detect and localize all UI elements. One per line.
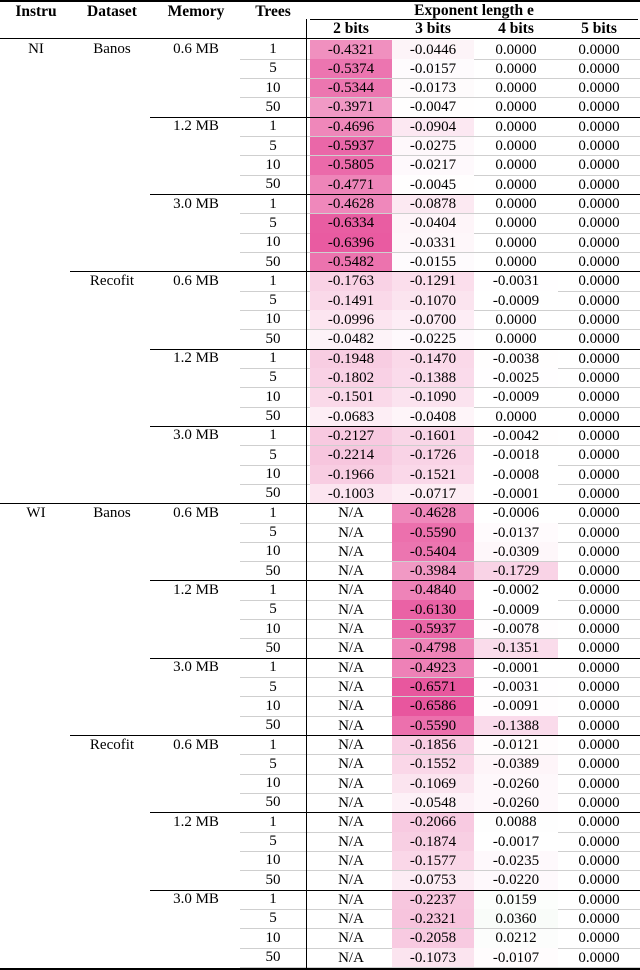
value-cell: 0.0000 <box>578 311 620 328</box>
group-rule <box>0 503 640 504</box>
value-cell: 0.0000 <box>578 640 620 657</box>
value-cell: 0.0000 <box>578 737 620 754</box>
value-cell: 0.0000 <box>578 138 620 155</box>
value-cell: 0.0000 <box>578 582 620 599</box>
value-cell: 0.0000 <box>495 60 537 77</box>
value-cell: -0.0018 <box>474 446 558 466</box>
value-cell: -0.1351 <box>474 639 558 659</box>
value-cell: -0.0878 <box>392 195 474 215</box>
value-cell: 0.0000 <box>495 99 537 116</box>
trees-cell: 50 <box>265 485 281 502</box>
value-cell: -0.5404 <box>392 542 474 562</box>
value-cell: -0.0904 <box>392 117 474 137</box>
memory-label: 0.6 MB <box>173 504 219 521</box>
trees-cell: 10 <box>265 311 281 328</box>
memory-label: 1.2 MB <box>173 350 219 367</box>
value-cell: -0.0009 <box>474 388 558 408</box>
value-cell: -0.0753 <box>392 871 474 891</box>
value-cell: -0.5590 <box>392 523 474 543</box>
memory-label: 3.0 MB <box>173 195 219 212</box>
instru-label: WI <box>26 504 46 521</box>
value-cell: 0.0000 <box>578 910 620 927</box>
value-cell: -0.0996 <box>310 310 392 330</box>
dataset-label: Recofit <box>89 736 135 753</box>
value-cell: 0.0000 <box>578 369 620 386</box>
trees-cell: 5 <box>269 910 277 927</box>
trees-cell: 5 <box>269 446 277 463</box>
dataset-rule <box>70 735 640 736</box>
value-cell: -0.0157 <box>392 59 474 79</box>
value-cell: -0.2066 <box>392 813 474 833</box>
value-cell: -0.5937 <box>310 137 392 157</box>
value-cell: -0.0220 <box>474 871 558 891</box>
value-cell: -0.4696 <box>310 117 392 137</box>
value-cell: 0.0000 <box>495 408 537 425</box>
value-cell: -0.4923 <box>392 658 474 678</box>
value-cell: -0.1874 <box>392 832 474 852</box>
value-cell: -0.4798 <box>392 639 474 659</box>
trees-cell: 1 <box>269 891 277 908</box>
value-cell: N/A <box>338 621 364 638</box>
trees-cell: 50 <box>265 949 281 966</box>
memory-rule <box>150 194 640 195</box>
value-cell: N/A <box>338 833 364 850</box>
value-cell: -0.4771 <box>310 175 392 195</box>
trees-cell: 10 <box>265 929 281 946</box>
memory-label: 0.6 MB <box>173 272 219 289</box>
value-cell: -0.2321 <box>392 909 474 929</box>
memory-rule <box>150 117 640 118</box>
value-cell: N/A <box>338 563 364 580</box>
value-cell: -0.0717 <box>392 484 474 504</box>
value-cell: 0.0000 <box>495 311 537 328</box>
value-cell: -0.1802 <box>310 368 392 388</box>
value-cell: N/A <box>338 640 364 657</box>
value-cell: 0.0000 <box>578 717 620 734</box>
trees-cell: 5 <box>269 60 277 77</box>
value-cell: -0.0009 <box>474 291 558 311</box>
value-cell: -0.6571 <box>392 678 474 698</box>
value-cell: 0.0000 <box>578 234 620 251</box>
header-bit-4: 4 bits <box>498 20 534 37</box>
header-exponent: Exponent length e <box>414 2 534 19</box>
value-cell: -0.6334 <box>310 214 392 234</box>
trees-cell: 1 <box>269 581 277 598</box>
value-cell: 0.0000 <box>578 621 620 638</box>
value-cell: -0.0446 <box>392 40 474 60</box>
memory-rule <box>150 890 640 891</box>
value-cell: -0.1388 <box>474 716 558 736</box>
value-cell: N/A <box>338 505 364 522</box>
memory-label: 3.0 MB <box>173 891 219 908</box>
trees-value-divider <box>306 19 307 968</box>
value-cell: 0.0000 <box>578 756 620 773</box>
value-cell: N/A <box>338 582 364 599</box>
value-cell: N/A <box>338 852 364 869</box>
value-cell: -0.1966 <box>310 465 392 485</box>
value-cell: -0.1856 <box>392 736 474 756</box>
value-cell: -0.0548 <box>392 793 474 813</box>
value-cell: 0.0000 <box>578 196 620 213</box>
value-cell: N/A <box>338 601 364 618</box>
trees-cell: 1 <box>269 272 277 289</box>
trees-cell: 50 <box>265 253 281 270</box>
value-cell: -0.2127 <box>310 426 392 446</box>
value-cell: -0.4628 <box>310 195 392 215</box>
value-cell: -0.1948 <box>310 349 392 369</box>
trees-cell: 1 <box>269 350 277 367</box>
value-cell: -0.0482 <box>310 330 392 350</box>
value-cell: -0.1070 <box>392 291 474 311</box>
value-cell: 0.0000 <box>578 41 620 58</box>
value-cell: 0.0000 <box>578 679 620 696</box>
header-bottom-rule <box>0 38 640 39</box>
memory-rule <box>150 812 640 813</box>
trees-cell: 10 <box>265 775 281 792</box>
value-cell: 0.0000 <box>578 427 620 444</box>
value-cell: -0.0331 <box>392 233 474 253</box>
value-cell: N/A <box>338 872 364 889</box>
trees-cell: 10 <box>265 543 281 560</box>
value-cell: 0.0000 <box>578 157 620 174</box>
trees-cell: 50 <box>265 717 281 734</box>
value-cell: -0.0017 <box>474 832 558 852</box>
value-cell: -0.0260 <box>474 793 558 813</box>
value-cell: -0.1726 <box>392 446 474 466</box>
trees-cell: 50 <box>265 330 281 347</box>
value-cell: 0.0000 <box>495 157 537 174</box>
value-cell: -0.5344 <box>310 79 392 99</box>
value-cell: -0.0389 <box>474 755 558 775</box>
value-cell: -0.0404 <box>392 214 474 234</box>
trees-cell: 1 <box>269 736 277 753</box>
value-cell: 0.0000 <box>578 466 620 483</box>
header-bit-5: 5 bits <box>581 20 617 37</box>
value-cell: -0.1521 <box>392 465 474 485</box>
value-cell: -0.6586 <box>392 697 474 717</box>
trees-cell: 1 <box>269 118 277 135</box>
value-cell: -0.0408 <box>392 407 474 427</box>
value-cell: -0.5590 <box>392 716 474 736</box>
value-cell: 0.0000 <box>578 524 620 541</box>
value-cell: -0.1577 <box>392 851 474 871</box>
value-cell: N/A <box>338 698 364 715</box>
header-instru: Instru <box>15 3 57 20</box>
trees-cell: 50 <box>265 794 281 811</box>
trees-cell: 50 <box>265 871 281 888</box>
value-cell: -0.1003 <box>310 484 392 504</box>
value-cell: 0.0159 <box>474 890 558 910</box>
memory-label: 1.2 MB <box>173 813 219 830</box>
value-cell: 0.0000 <box>495 215 537 232</box>
value-cell: 0.0000 <box>495 254 537 271</box>
trees-cell: 5 <box>269 369 277 386</box>
value-cell: -0.0047 <box>392 98 474 118</box>
memory-label: 0.6 MB <box>173 736 219 753</box>
value-cell: -0.3971 <box>310 98 392 118</box>
value-cell: 0.0000 <box>578 601 620 618</box>
value-cell: -0.1073 <box>392 948 474 968</box>
value-cell: -0.0309 <box>474 542 558 562</box>
value-cell: 0.0000 <box>578 698 620 715</box>
value-cell: 0.0000 <box>578 775 620 792</box>
memory-label: 1.2 MB <box>173 118 219 135</box>
value-cell: N/A <box>338 775 364 792</box>
value-cell: 0.0000 <box>578 447 620 464</box>
value-cell: -0.0038 <box>474 349 558 369</box>
value-cell: 0.0000 <box>578 254 620 271</box>
value-cell: 0.0000 <box>578 852 620 869</box>
header-trees: Trees <box>255 3 291 20</box>
value-cell: -0.5937 <box>392 620 474 640</box>
value-cell: 0.0000 <box>578 891 620 908</box>
trees-cell: 1 <box>269 195 277 212</box>
memory-label: 3.0 MB <box>173 659 219 676</box>
trees-cell: 10 <box>265 156 281 173</box>
value-cell: N/A <box>338 543 364 560</box>
trees-cell: 10 <box>265 697 281 714</box>
value-cell: -0.2237 <box>392 890 474 910</box>
value-cell: 0.0000 <box>578 389 620 406</box>
value-cell: -0.1501 <box>310 388 392 408</box>
value-cell: -0.1601 <box>392 426 474 446</box>
value-cell: -0.0025 <box>474 368 558 388</box>
value-cell: 0.0000 <box>578 215 620 232</box>
value-cell: N/A <box>338 737 364 754</box>
value-cell: 0.0000 <box>495 234 537 251</box>
dataset-label: Banos <box>93 41 131 57</box>
header-memory: Memory <box>167 3 225 20</box>
value-cell: -0.0173 <box>392 79 474 99</box>
value-cell: 0.0000 <box>578 118 620 135</box>
trees-cell: 10 <box>265 620 281 637</box>
value-cell: -0.1763 <box>310 272 392 292</box>
trees-cell: 10 <box>265 234 281 251</box>
value-cell: -0.0225 <box>392 330 474 350</box>
value-cell: -0.0700 <box>392 310 474 330</box>
value-cell: 0.0360 <box>474 909 558 929</box>
top-rule <box>0 0 640 2</box>
value-cell: N/A <box>338 814 364 831</box>
header-bit-3: 3 bits <box>415 20 451 37</box>
value-cell: 0.0000 <box>495 138 537 155</box>
value-cell: 0.0000 <box>578 930 620 947</box>
value-cell: N/A <box>338 891 364 908</box>
trees-cell: 5 <box>269 601 277 618</box>
value-cell: N/A <box>338 659 364 676</box>
trees-cell: 5 <box>269 678 277 695</box>
value-cell: 0.0000 <box>578 794 620 811</box>
value-cell: 0.0000 <box>578 408 620 425</box>
value-cell: 0.0000 <box>495 41 537 58</box>
trees-cell: 50 <box>265 562 281 579</box>
value-cell: 0.0212 <box>474 929 558 949</box>
memory-rule <box>150 349 640 350</box>
value-cell: -0.1491 <box>310 291 392 311</box>
value-cell: -0.4628 <box>392 504 474 524</box>
trees-cell: 10 <box>265 79 281 96</box>
memory-label: 0.6 MB <box>173 41 219 57</box>
value-cell: 0.0000 <box>578 485 620 502</box>
trees-cell: 1 <box>269 659 277 676</box>
value-cell: -0.0078 <box>474 620 558 640</box>
trees-cell: 1 <box>269 504 277 521</box>
value-cell: 0.0088 <box>474 813 558 833</box>
value-cell: -0.4321 <box>310 40 392 60</box>
value-cell: 0.0000 <box>578 543 620 560</box>
trees-cell: 5 <box>269 292 277 309</box>
trees-cell: 1 <box>269 427 277 444</box>
value-cell: 0.0000 <box>495 118 537 135</box>
value-cell: 0.0000 <box>578 292 620 309</box>
trees-cell: 50 <box>265 408 281 425</box>
trees-cell: 5 <box>269 755 277 772</box>
value-cell: N/A <box>338 679 364 696</box>
memory-rule <box>150 658 640 659</box>
trees-cell: 50 <box>265 176 281 193</box>
value-cell: -0.0217 <box>392 156 474 176</box>
value-cell: -0.0001 <box>474 658 558 678</box>
value-cell: -0.0031 <box>474 678 558 698</box>
value-cell: -0.0091 <box>474 697 558 717</box>
value-cell: -0.0042 <box>474 426 558 446</box>
memory-rule <box>150 426 640 427</box>
value-cell: 0.0000 <box>578 80 620 97</box>
value-cell: -0.1470 <box>392 349 474 369</box>
header-bit-2: 2 bits <box>333 20 369 37</box>
value-cell: 0.0000 <box>495 176 537 193</box>
value-cell: 0.0000 <box>578 872 620 889</box>
value-cell: -0.0275 <box>392 137 474 157</box>
value-cell: -0.0683 <box>310 407 392 427</box>
trees-cell: 50 <box>265 639 281 656</box>
instru-label: NI <box>28 41 44 57</box>
value-cell: -0.5805 <box>310 156 392 176</box>
value-cell: -0.3984 <box>392 562 474 582</box>
trees-cell: 5 <box>269 137 277 154</box>
value-cell: -0.0107 <box>474 948 558 968</box>
value-cell: -0.0155 <box>392 253 474 273</box>
value-cell: 0.0000 <box>578 273 620 290</box>
header-dataset: Dataset <box>87 3 137 20</box>
value-cell: 0.0000 <box>578 176 620 193</box>
value-cell: 0.0000 <box>495 80 537 97</box>
value-cell: -0.0001 <box>474 484 558 504</box>
value-cell: -0.0008 <box>474 465 558 485</box>
value-cell: 0.0000 <box>578 505 620 522</box>
value-cell: N/A <box>338 756 364 773</box>
value-cell: -0.0009 <box>474 600 558 620</box>
value-cell: -0.0121 <box>474 736 558 756</box>
value-cell: 0.0000 <box>578 99 620 116</box>
trees-cell: 1 <box>269 41 277 57</box>
value-cell: -0.1069 <box>392 774 474 794</box>
trees-cell: 50 <box>265 98 281 115</box>
value-cell: N/A <box>338 717 364 734</box>
value-cell: -0.0045 <box>392 175 474 195</box>
value-cell: -0.0006 <box>474 504 558 524</box>
dataset-label: Recofit <box>89 272 135 289</box>
value-cell: -0.6396 <box>310 233 392 253</box>
value-cell: N/A <box>338 930 364 947</box>
trees-cell: 5 <box>269 214 277 231</box>
trees-cell: 1 <box>269 813 277 830</box>
dataset-label: Banos <box>93 504 131 521</box>
trees-cell: 5 <box>269 833 277 850</box>
value-cell: 0.0000 <box>495 331 537 348</box>
value-cell: -0.0235 <box>474 851 558 871</box>
value-cell: N/A <box>338 794 364 811</box>
value-cell: -0.0031 <box>474 272 558 292</box>
value-cell: -0.2214 <box>310 446 392 466</box>
value-cell: 0.0000 <box>495 196 537 213</box>
value-cell: 0.0000 <box>578 833 620 850</box>
value-cell: -0.1552 <box>392 755 474 775</box>
value-cell: -0.6130 <box>392 600 474 620</box>
value-cell: -0.1291 <box>392 272 474 292</box>
value-cell: -0.0137 <box>474 523 558 543</box>
value-cell: -0.1090 <box>392 388 474 408</box>
memory-rule <box>150 580 640 581</box>
value-cell: N/A <box>338 524 364 541</box>
dataset-rule <box>70 271 640 272</box>
value-cell: 0.0000 <box>578 331 620 348</box>
memory-label: 3.0 MB <box>173 427 219 444</box>
row-rule <box>240 967 640 968</box>
trees-cell: 5 <box>269 524 277 540</box>
value-cell: N/A <box>338 949 364 966</box>
value-cell: 0.0000 <box>578 60 620 77</box>
value-cell: -0.0002 <box>474 581 558 601</box>
trees-cell: 10 <box>265 388 281 405</box>
trees-cell: 10 <box>265 466 281 483</box>
value-cell: N/A <box>338 910 364 927</box>
value-cell: -0.1388 <box>392 368 474 388</box>
value-cell: 0.0000 <box>578 659 620 676</box>
value-cell: -0.0260 <box>474 774 558 794</box>
value-cell: 0.0000 <box>578 814 620 831</box>
value-cell: -0.5482 <box>310 253 392 273</box>
value-cell: 0.0000 <box>578 350 620 367</box>
value-cell: -0.4840 <box>392 581 474 601</box>
value-cell: 0.0000 <box>578 949 620 966</box>
memory-label: 1.2 MB <box>173 581 219 598</box>
value-cell: -0.5374 <box>310 59 392 79</box>
trees-cell: 10 <box>265 852 281 869</box>
value-cell: 0.0000 <box>578 563 620 580</box>
value-cell: -0.2058 <box>392 929 474 949</box>
value-cell: -0.1729 <box>474 562 558 582</box>
